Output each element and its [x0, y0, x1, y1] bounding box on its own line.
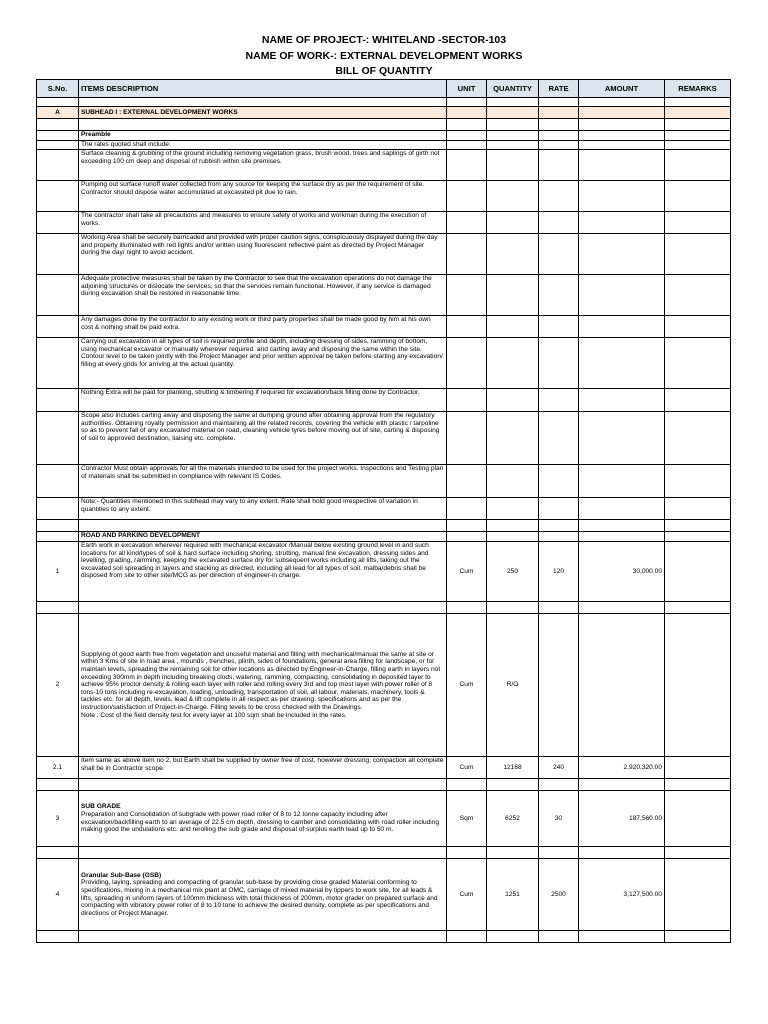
spacer-row: [37, 119, 731, 131]
preamble-title: Preamble: [79, 131, 447, 141]
item-desc-cell: [79, 791, 447, 847]
list-item: [37, 234, 731, 275]
item-title: Granular Sub-Base (GSB): [81, 871, 162, 879]
item-amount: 187,560.00: [579, 791, 665, 847]
preamble-item: Surface cleaning & grubbing of the ground including removing vegetation grass, brush wood, trees and saplings of girth not exceeding 100 cm deep and disposal of rubbish within site premises.: [79, 150, 447, 181]
list-item: [37, 316, 731, 338]
list-item: [37, 465, 731, 498]
item-desc-cell: [79, 859, 447, 931]
list-item: [37, 212, 731, 234]
item-unit: Sqm: [447, 791, 487, 847]
preamble-item: Adequate protective measures shall be taken by the Contractor to see that the excavation operations do not damage the adjoining structures or dislocate the services, so that the services remain functional. However, if any service is damaged during excavation shall be restored in reasonable time.: [79, 275, 447, 316]
list-item: [37, 498, 731, 520]
boq-title: BILL OF QUANTITY: [335, 65, 433, 77]
list-item: [37, 389, 731, 412]
item-sno: 2.1: [37, 757, 79, 779]
item-qty: 6252: [487, 791, 539, 847]
item-rate: 2500: [539, 859, 579, 931]
boq-table: [36, 79, 731, 943]
item-desc: Item same as above item no 2, but Earth shall be supplied by owner free of cost, however dressing, compaction all complete shall be in Contractor scope.: [79, 757, 447, 779]
item-remarks: [665, 614, 731, 757]
preamble-item: Scope also includes carting away and disposing the same at dumping ground after obtaining approval from the regulatory authorities. Obtaining royalty permission and maintaining all the related records, covering the vehicle with plastic / tarpoline so as to prevent fall of any excavated material on road, cleaning vehicle tyres before moving out of site, carting & disposing of soil to approved destination, liaising etc. complete.: [79, 412, 447, 465]
item-desc: Providing, laying, spreading and compacting of granular sub-base by providing close graded Material conforming to specifications, mixing in a mechanical mix plant at OMC, carriage of mixed material by tippers to work site, for all leads & lifts, spreading in uniform layers of 100mm thickness with total thickness of 200mm, motor grader on prepared surface and compacting with vibratory power roller of 8 to 10 tone to achieve the desired density, complete as per specifications and directions of Project Manager.: [81, 879, 438, 917]
list-item: [37, 275, 731, 316]
preamble-item: Nothing Extra will be paid for planking, strutting & timbering if required for excavation/back filling done by Contractor.: [79, 389, 447, 412]
item-rate: 240: [539, 757, 579, 779]
item-amount: 30,000.00: [579, 542, 665, 602]
work-name: NAME OF WORK-: EXTERNAL DEVELOPMENT WORKS: [245, 50, 523, 62]
item-remarks: [665, 757, 731, 779]
table-row: [37, 614, 731, 757]
preamble-intro-row: [37, 141, 731, 150]
item-remarks: [665, 542, 731, 602]
item-unit: Cum: [447, 542, 487, 602]
subhead-sno: A: [37, 107, 79, 119]
preamble-item: Pumping out surface runoff water collected from any source for keeping the surface dry as per the requirement of site. Contractor should dispose water accumulated at excavated pit due to rain.: [79, 181, 447, 212]
item-sno: 1: [37, 542, 79, 602]
item-sno: 4: [37, 859, 79, 931]
subhead-label: SUBHEAD I : EXTERNAL DEVELOPMENT WORKS: [79, 107, 447, 119]
preamble-intro: The rates quoted shall include:: [79, 141, 447, 150]
preamble-item: Contractor Must obtain approvals for all the materials intended to be used for the project works. Inspections and Testing plan of materials shall be submitted in compliance with relevant IS Codes.: [79, 465, 447, 498]
item-desc: Preparation and Consolidation of subgrade with power road roller of 8 to 12 tonne capacity including after excavation/backfilling earth to an average of 22.5 cm depth, dressing to camber and consolidating with road roller including making good the undulations etc. and rerolling the sub grade and disposal of surplus earth lead up to 50 m.: [81, 810, 440, 834]
item-amount: [579, 614, 665, 757]
item-desc: Earth work in excavation wherever required with mechanical excavator /Manual below existing ground level in and such locations for all kind/types of soil & hard surface including shoring, strutting, manual fine excavation, dressing sides and levelling, grading, ramming, keeping the excavated surface dry for subsequent works including all lifts, taking out the excavated soil spreading in layers and stacking as directed, including all lead for all types of soil. malba/debris shall be disposed from site to other site/MCG as per direction of engineer-in charge.: [79, 542, 447, 602]
item-amount: 3,127,500.00: [579, 859, 665, 931]
list-item: [37, 181, 731, 212]
col-remarks: REMARKS: [665, 80, 731, 98]
section-road-title: ROAD AND PARKING DEVELOPMENT: [79, 532, 447, 542]
item-rate: [539, 614, 579, 757]
item-unit: Cum: [447, 757, 487, 779]
spacer-row: [37, 98, 731, 107]
item-rate: 30: [539, 791, 579, 847]
spacer-row: [37, 847, 731, 859]
spacer-row: [37, 779, 731, 791]
item-note: Note : Cost of the field density test for every layer at 100 sqm shall be included in the rates.: [81, 711, 347, 719]
item-remarks: [665, 859, 731, 931]
item-unit: Cum: [447, 614, 487, 757]
table-row: [37, 757, 731, 779]
table-row: [37, 859, 731, 931]
item-sno: 3: [37, 791, 79, 847]
section-row: [37, 532, 731, 542]
table-header-row: [37, 80, 731, 98]
col-unit: UNIT: [447, 80, 487, 98]
item-qty: 1251: [487, 859, 539, 931]
table-row: [37, 542, 731, 602]
project-name: NAME OF PROJECT-: WHITELAND -SECTOR-103: [261, 34, 507, 46]
preamble-item: Working Area shall be securely barricaded and provided with proper caution signs, conspicuously displayed during the day and properly illuminated with red lights and/or written using fluorescent reflective paint as directed by Project Manager during the day/ night to avoid accident.: [79, 234, 447, 275]
col-amount: AMOUNT: [579, 80, 665, 98]
spacer-row: [37, 602, 731, 614]
item-remarks: [665, 791, 731, 847]
list-item: [37, 338, 731, 389]
table-row: [37, 791, 731, 847]
item-desc-cell: [79, 614, 447, 757]
spacer-row: [37, 931, 731, 943]
item-desc: Supplying of good earth free from vegetation and unuseful material and filling with mechanical/manual the same at site or within 3 Kms of site in road area , mounds , trenches, plinth, sides of foundations, general area filling for landscape, or for maintain levels, spreading the remaining soil for other locations as directed by Engineer-in-Charge, filling earth in layers not exceeding 300mm in depth including breaking clods, watering, ramming, compacting, consolidating in deposited layer to achieve 95% proctor density & rolling each layer with roller and rolling every 3rd and top most layer with power roller of 8 tons-10 tons including re-excavation, loading, unloading, transportation of soil, all labour, materials, machinery, tools & tackles etc. for all depth, levels, lead & lift complete in all respect as per drawing, specifications and as per the instruction/satisfaction of Project-in-Charge. Filling levels to be cross checked with the Drawings.: [81, 650, 441, 711]
preamble-item: The contractor shall take all precautions and measures to ensure safety of works and workman during the execution of works.: [79, 212, 447, 234]
preamble-item: Any damages done by the contractor to any existing work or third party properties shall be made good by him at his own cost & nothing shall be paid extra.: [79, 316, 447, 338]
item-sno: 2: [37, 614, 79, 757]
col-rate: RATE: [539, 80, 579, 98]
list-item: [37, 150, 731, 181]
item-unit: Cum: [447, 859, 487, 931]
col-sno: S.No.: [37, 80, 79, 98]
preamble-item: Note:- Quantities mentioned in this subhead may vary to any extent. Rate shall hold good irrespective of variation in quantities to any extent.: [79, 498, 447, 520]
preamble-title-row: [37, 131, 731, 141]
item-qty: R/O: [487, 614, 539, 757]
item-qty: 250: [487, 542, 539, 602]
col-quantity: QUANTITY: [487, 80, 539, 98]
item-qty: 12168: [487, 757, 539, 779]
item-rate: 120: [539, 542, 579, 602]
subhead-row: [37, 107, 731, 119]
list-item: [37, 412, 731, 465]
item-amount: 2,920,320.00: [579, 757, 665, 779]
preamble-item: Carrying out excavation in all types of soil is required profile and depth, including dressing of sides, ramming of bottom, using mechanical excavator or manually wherever required. and carting away and disposing the same within the site. Contour level to be taken jointly with the Project Manager and prior written approval be taken before starting any excavation/ filling at every grids for arriving at the actual quantity.: [79, 338, 447, 389]
spacer-row: [37, 520, 731, 532]
col-description: ITEMS DESCRIPTION: [79, 80, 447, 98]
item-title: SUB GRADE: [81, 803, 121, 811]
